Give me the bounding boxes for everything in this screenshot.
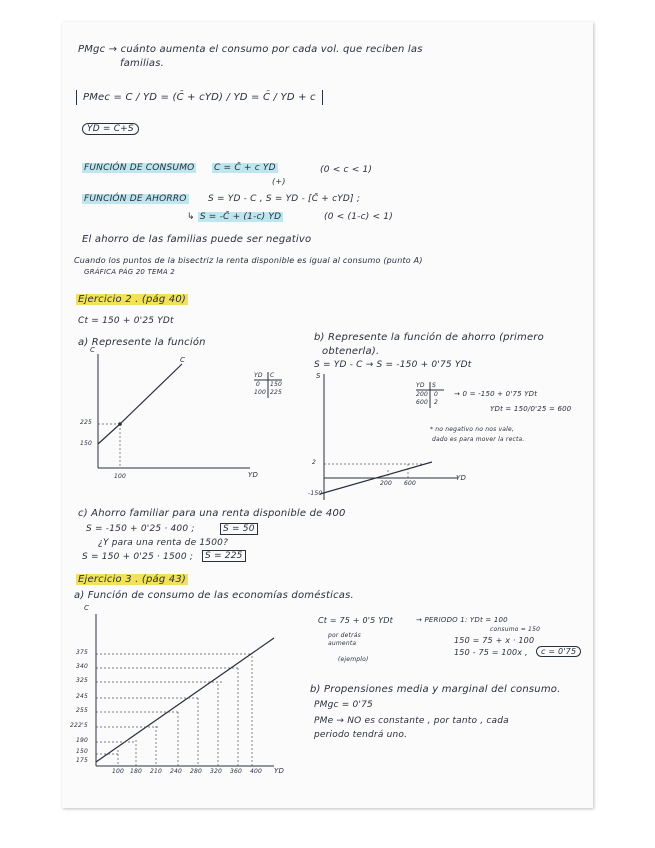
g3-x-tick: 240 (170, 768, 183, 775)
consumo-eq: C = C̄ + c YD (214, 163, 276, 173)
ej3-pme-2: periodo tendrá uno. (314, 730, 408, 740)
ahorro-label: FUNCIÓN DE AHORRO (84, 194, 187, 204)
ej2-s-table-h-yd: YD (416, 382, 425, 389)
g3-x-tick: 180 (130, 768, 143, 775)
ej3-periodo-b: consumo = 150 (490, 626, 541, 633)
ej3-ann1: por detrás (328, 632, 361, 639)
ej3-calc1: 150 = 75 + x · 100 (454, 636, 535, 645)
s-calc2: YDt = 150/0'25 = 600 (490, 405, 572, 413)
ej2-table-cell: 150 (270, 381, 283, 388)
g1-y-tick-225: 225 (80, 419, 93, 426)
ej2-table-cell: 0 (256, 381, 261, 388)
notebook-page (62, 22, 593, 808)
g2-x-tick-200: 200 (380, 480, 393, 487)
g3-y-tick: 190 (76, 737, 89, 744)
g3-y-tick: 222'5 (70, 722, 88, 729)
g1-x-tick-100: 100 (114, 473, 127, 480)
ej2-table-cell: 225 (270, 389, 283, 396)
g3-x-tick: 400 (250, 768, 263, 775)
ej2-a-label: a) Represente la función (78, 337, 206, 348)
s-calc1: → 0 = -150 + 0'75 YDt (454, 390, 538, 398)
pmgc-definition-cont: familias. (120, 58, 165, 69)
g3-x-tick: 320 (210, 768, 223, 775)
ej3-consumo-line (96, 638, 274, 762)
s-note2: dado es para mover la recta. (432, 436, 525, 443)
ej2-c-q: ¿Y para una renta de 1500? (98, 538, 229, 548)
ej2-table-h-c: C (270, 372, 275, 379)
ej2-s-table-cell: 200 (416, 391, 429, 398)
consumo-sign: (+) (272, 177, 286, 186)
g3-y-tick: 245 (76, 693, 89, 700)
ej2-s-table-h-s: S (432, 382, 437, 389)
g3-x-tick: 360 (230, 768, 243, 775)
g3-x-tick: 100 (112, 768, 125, 775)
ej3-ann2: aumenta (328, 640, 357, 647)
s-note1: * no negativo no nos vale, (430, 426, 514, 433)
g1-y-axis: C (90, 346, 96, 354)
g3-x-axis: YD (274, 767, 285, 775)
ej2-c-res1: S = 50 (220, 523, 258, 535)
ej2-b-label: b) Represente la función de ahorro (primero (314, 332, 544, 343)
g1-x-axis: YD (248, 471, 259, 479)
g3-y-tick: 375 (76, 649, 89, 656)
ej3-pmgc: PMgc = 0'75 (314, 700, 373, 710)
g1-y-tick-150: 150 (80, 440, 93, 447)
g2-y-neg: -150 (308, 490, 323, 497)
ahorro-negativo-note: El ahorro de las familias puede ser negativo (82, 234, 312, 245)
ej3-a-label: a) Función de consumo de las economías domésticas. (74, 590, 354, 601)
ej3-calc2: 150 - 75 = 100x , (454, 648, 528, 657)
g3-y-tick: 340 (76, 663, 89, 670)
ej2-s-table-cell: 0 (434, 391, 439, 398)
ej3-b-label: b) Propensiones media y marginal del consumo. (310, 684, 561, 695)
ej2-table-h-yd: YD (254, 372, 263, 379)
bisectriz-note: Cuando los puntos de la bisectriz la renta disponible es igual al consumo (punto A) (74, 256, 423, 265)
consumo-label: FUNCIÓN DE CONSUMO (84, 163, 195, 173)
ahorro-cond: (0 < (1-c) < 1) (324, 212, 393, 222)
ahorro-eq2-wrap: ↳ S = -C̄ + (1-c) YD (187, 212, 282, 222)
ej2-eq: Ct = 150 + 0'25 YDt (78, 316, 174, 326)
pmgc-definition: PMgc → cuánto aumenta el consumo por cada vol. que reciben las (78, 44, 423, 55)
g3-y-tick: 325 (76, 677, 89, 684)
g3-y-tick: 175 (76, 757, 89, 764)
ej3-ann3: (ejemplo) (338, 656, 369, 663)
g2-y-axis: S (316, 372, 321, 380)
ej3-periodo: → PERIODO 1: YDt = 100 (416, 616, 508, 624)
g2-x-axis: YD (456, 474, 467, 482)
ej2-b-label-cont: obtenerla). (322, 346, 380, 357)
consumo-cond: (0 < c < 1) (320, 165, 373, 175)
yd-note: YD = C+S (82, 123, 139, 135)
ej2-title: Ejercicio 2 . (pág 40) (78, 294, 187, 305)
ej3-pme-1: PMe → NO es constante , por tanto , cada (314, 716, 509, 726)
ej2-c-res2: S = 225 (202, 550, 246, 562)
ej2-b-eq: S = YD - C → S = -150 + 0'75 YDt (314, 360, 472, 370)
ej3-title: Ejercicio 3 . (pág 43) (78, 574, 187, 585)
grafica-ref: GRÁFICA PÁG 20 TEMA 2 (84, 268, 175, 276)
g1-line-label: C (180, 356, 186, 364)
ej3-eq: Ct = 75 + 0'5 YDt (318, 616, 393, 625)
g3-y-tick: 255 (76, 707, 89, 714)
g3-y-axis: C (84, 604, 90, 612)
ej2-c-label: c) Ahorro familiar para una renta disponible de 400 (78, 508, 346, 519)
pmec-formula: PMec = C / YD = (C̄ + cYD) / YD = C̄ / YD + c (76, 90, 323, 105)
ej2-s-table-cell: 600 (416, 399, 429, 406)
g3-x-tick: 280 (190, 768, 203, 775)
ahorro-eq1: S = YD - C , S = YD - [C̄ + cYD] ; (208, 194, 361, 204)
ej2-c-calc1: S = -150 + 0'25 · 400 ; (86, 524, 195, 534)
ej2-table-cell: 100 (254, 389, 267, 396)
g3-y-tick: 150 (76, 748, 89, 755)
g3-x-tick: 210 (150, 768, 163, 775)
g2-x-tick-600: 600 (404, 480, 417, 487)
g2-y-tick: 2 (312, 459, 317, 466)
ej2-s-table-cell: 2 (434, 399, 439, 406)
ej2-c-calc2: S = 150 + 0'25 · 1500 ; (82, 552, 194, 562)
ej3-result: c = 0'75 (536, 646, 581, 657)
